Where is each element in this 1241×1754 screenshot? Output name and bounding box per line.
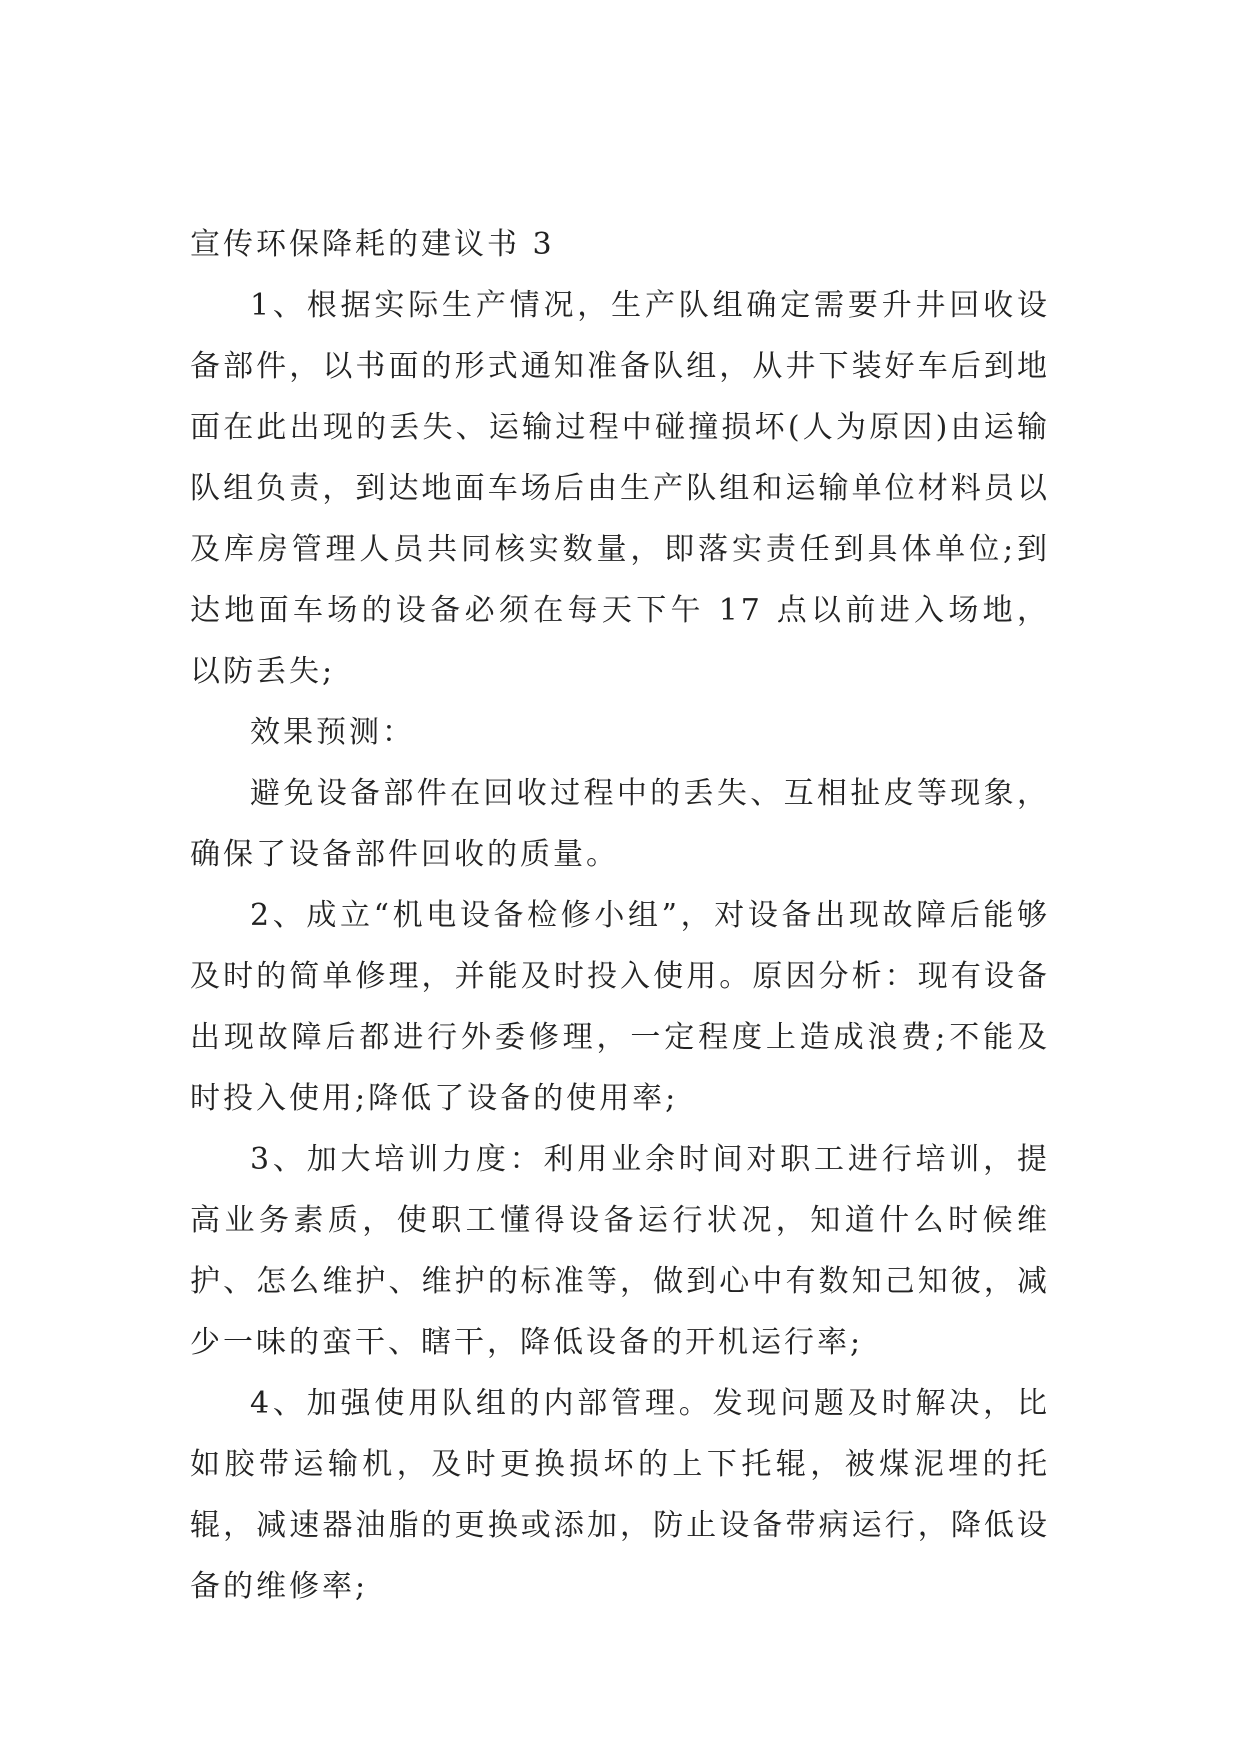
paragraph-2: 2、成立“机电设备检修小组”，对设备出现故障后能够及时的简单修理，并能及时投入使用。原因分析：现有设备出现故障后都进行外委修理，一定程度上造成浪费;不能及时投入使用;降低了设备的使用率; — [190, 898, 1050, 1116]
paragraph-effect-text: 避免设备部件在回收过程中的丢失、互相扯皮等现象，确保了设备部件回收的质量。 — [190, 776, 1050, 872]
paragraph-4: 4、加强使用队组的内部管理。发现问题及时解决，比如胶带运输机，及时更换损坏的上下托辊，被煤泥埋的托辊，减速器油脂的更换或添加，防止设备带病运行，降低设备的维修率; — [190, 1386, 1050, 1604]
paragraph-3: 3、加大培训力度：利用业余时间对职工进行培训，提高业务素质，使职工懂得设备运行状况，知道什么时候维护、怎么维护、维护的标准等，做到心中有数知己知彼，减少一味的蛮干、瞎干，降低设备的开机运行率; — [190, 1142, 1050, 1360]
paragraph-effect-heading: 效果预测： — [250, 715, 415, 750]
document-title: 宣传环保降耗的建议书 3 — [190, 227, 555, 262]
paragraph-1: 1、根据实际生产情况，生产队组确定需要升井回收设备部件，以书面的形式通知准备队组，从井下装好车后到地面在此出现的丢失、运输过程中碰撞损坏(人为原因)由运输队组负责，到达地面车场后由生产队组和运输单位材料员以及库房管理人员共同核实数量，即落实责任到具体单位;到达地面车场的设备必须在每天下午 17 点以前进入场地，以防丢失; — [190, 288, 1050, 689]
document-body — [190, 214, 1050, 1617]
